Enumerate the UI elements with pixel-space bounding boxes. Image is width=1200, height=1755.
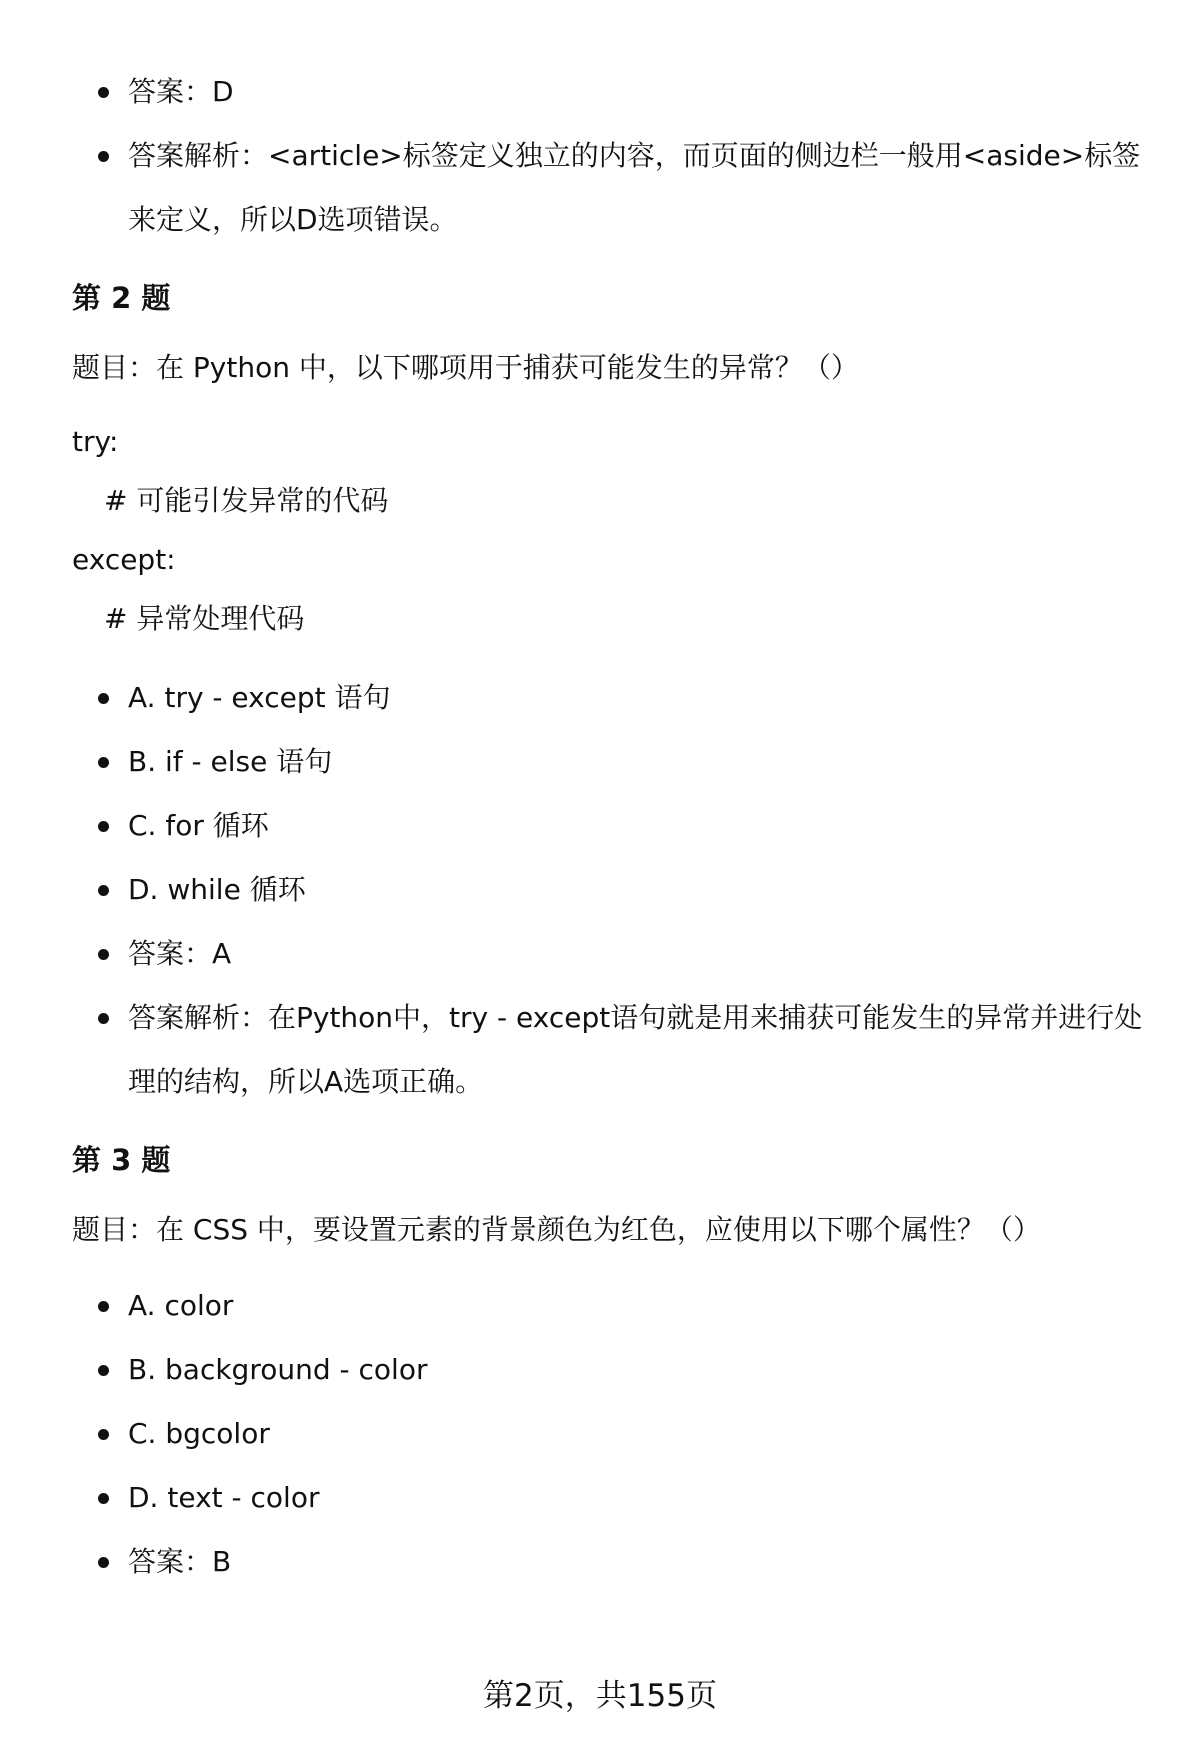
q3-option-list (72, 1274, 1162, 1594)
q2-option-b: B. if - else 语句 (72, 730, 1162, 794)
q3-option-b: B. background - color (72, 1338, 1162, 1402)
q3-title: 第 3 题 (72, 1143, 171, 1177)
q2-answer: 答案：A (72, 922, 1162, 986)
q3-option-a: A. color (72, 1274, 1162, 1338)
q3-option-d: D. text - color (72, 1466, 1162, 1530)
q2-title: 第 2 题 (72, 281, 171, 315)
q3-answer: 答案：B (72, 1530, 1162, 1594)
code-line: except: (72, 543, 176, 576)
q2-prompt: 题目：在 Python 中，以下哪项用于捕获可能发生的异常？（） (72, 351, 859, 384)
page-content (72, 60, 1162, 1594)
q3-prompt: 题目：在 CSS 中，要设置元素的背景颜色为红色，应使用以下哪个属性？（） (72, 1213, 1041, 1246)
q2-explanation: 答案解析：在Python中，try - except语句就是用来捕获可能发生的异常并进行处理的结构，所以A选项正确。 (72, 986, 1162, 1114)
code-line: # 异常处理代码 (104, 602, 305, 635)
q2-option-d: D. while 循环 (72, 858, 1162, 922)
q2-option-a: A. try - except 语句 (72, 666, 1162, 730)
q3-option-c: C. bgcolor (72, 1402, 1162, 1466)
code-line: try: (72, 425, 119, 458)
code-line: # 可能引发异常的代码 (104, 484, 389, 517)
q1-answer-list (72, 60, 1162, 252)
q2-option-list (72, 666, 1162, 1114)
page-number-footer: 第2页，共155页 (483, 1678, 717, 1714)
q1-explanation: 答案解析：<article>标签定义独立的内容，而页面的侧边栏一般用<aside>标签来定义，所以D选项错误。 (72, 124, 1162, 252)
q2-code-block (72, 412, 1162, 648)
q1-answer: 答案：D (72, 60, 1162, 124)
q2-option-c: C. for 循环 (72, 794, 1162, 858)
